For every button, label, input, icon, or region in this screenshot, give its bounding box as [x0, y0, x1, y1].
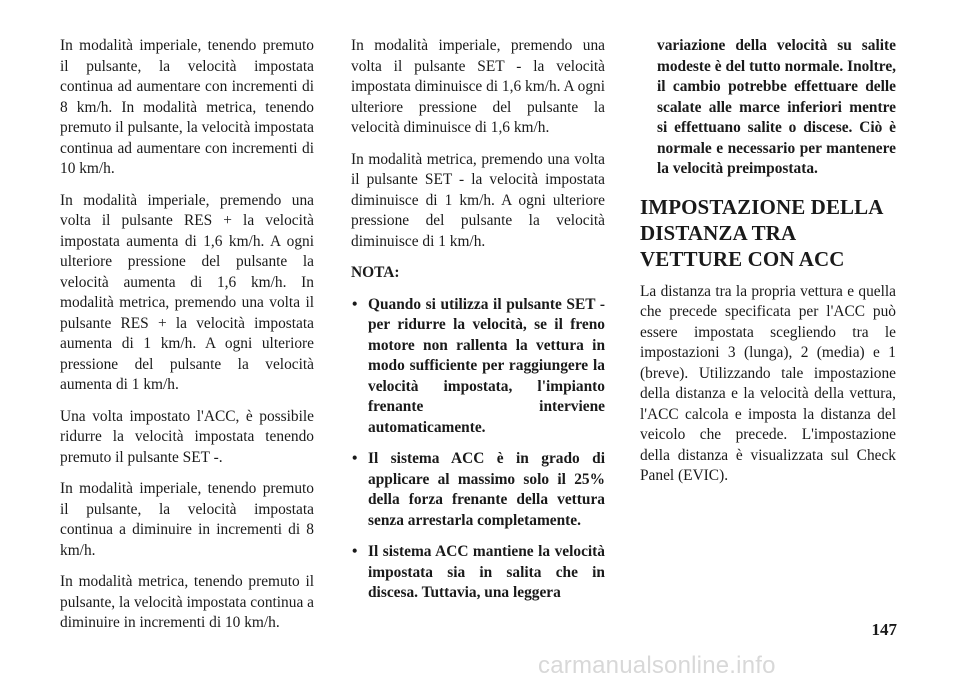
note-text: Il sistema ACC è in grado di applicare al massimo solo il 25% della forza frenante della vettura senza arrestarla completamente. [368, 450, 605, 529]
bullet-icon: • [352, 450, 358, 467]
column-left [60, 36, 314, 645]
paragraph: In modalità metrica, premendo una volta il pulsante SET - la velocità impostata diminuisce di 1 km/h. A ogni ulteriore pressione del pulsante la velocità diminuisce di 1 km/h. [351, 150, 605, 250]
note-text: Quando si utilizza il pulsante SET - per ridurre la velocità, se il freno motore non rallenta la vettura in modo sufficiente per raggiungere la velocità impostata, l'impianto frenante interviene automaticamente. [368, 295, 605, 436]
note-text: Il sistema ACC mantiene la velocità impostata sia in salita che in discesa. Tuttavia, una leggera [368, 543, 605, 601]
bullet-icon: • [352, 543, 358, 560]
section-heading: IMPOSTAZIONE DELLA DISTANZA TRA VETTURE CON ACC [640, 194, 883, 271]
paragraph: In modalità imperiale, premendo una volta il pulsante SET - la velocità impostata diminuisce di 1,6 km/h. A ogni ulteriore pressione del pulsante la velocità diminuisce di 1,6 km/h. [351, 37, 605, 136]
paragraph: In modalità imperiale, tenendo premuto il pulsante, la velocità impostata continua ad aumentare con incrementi di 8 km/h. In modalità metrica, tenendo premuto il pulsante, la velocità impostata continua ad aumentare con incrementi di 10 km/h. [60, 37, 314, 177]
note-item [351, 295, 605, 439]
column-right [640, 36, 896, 498]
note-heading: NOTA: [351, 264, 400, 281]
note-list [351, 295, 605, 604]
note-item [351, 542, 605, 604]
paragraph: Una volta impostato l'ACC, è possibile ridurre la velocità impostata tenendo premuto il pulsante SET -. [60, 407, 314, 466]
note-item [351, 449, 605, 531]
page-number: 147 [871, 620, 897, 639]
paragraph: In modalità imperiale, tenendo premuto il pulsante, la velocità impostata continua a diminuire in incrementi di 8 km/h. [60, 480, 314, 559]
watermark: carmanualsonline.info [538, 652, 776, 679]
paragraph: In modalità imperiale, premendo una volta il pulsante RES + la velocità impostata aumenta di 1,6 km/h. A ogni ulteriore pressione del pulsante la velocità aumenta di 1,6 km/h. In modalità metrica, premendo una volta il pulsante RES + la velocità impostata aumenta di 1 km/h. A ogni ulteriore pressione del pulsante la velocità aumenta di 1 km/h. [60, 191, 314, 393]
bullet-icon: • [352, 295, 358, 313]
note-continuation: variazione della velocità su salite modeste è del tutto normale. Inoltre, il cambio potrebbe effettuare delle scalate alle marce inferiori mentre si effettuano salite o discese. Ciò è normale e necessario per mantenere la velocità preimpostata. [657, 37, 896, 177]
column-middle [351, 36, 605, 615]
paragraph: La distanza tra la propria vettura e quella che precede specificata per l'ACC può essere impostata scegliendo tra le impostazioni 3 (lunga), 2 (media) e 1 (breve). Utilizzando tale impostazione della distanza e la velocità della vettura, l'ACC calcola e imposta la distanza del veicolo che precede. L'impostazione della distanza è visualizzata sul Check Panel (EVIC). [640, 282, 896, 484]
paragraph: In modalità metrica, tenendo premuto il pulsante, la velocità impostata continua a diminuire in incrementi di 10 km/h. [60, 573, 314, 631]
